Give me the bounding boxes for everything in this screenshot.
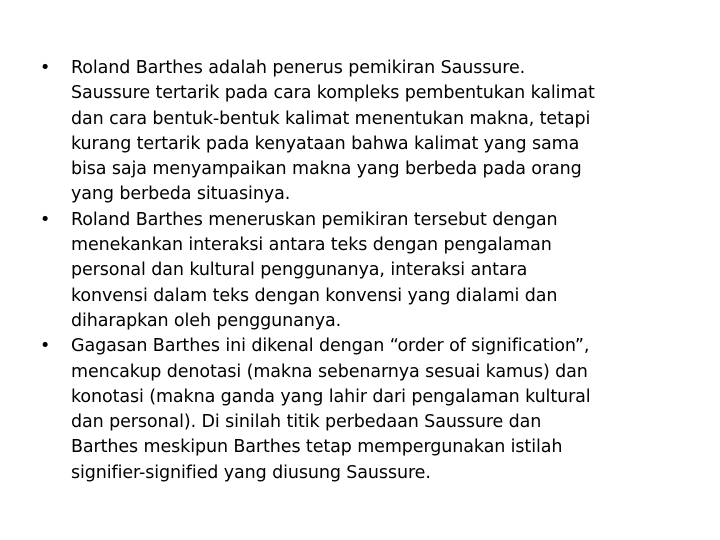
bullet-item-2 bbox=[40, 208, 696, 334]
bullet-list bbox=[40, 56, 696, 486]
bullet-line: personal dan kultural penggunanya, interaksi antara bbox=[71, 260, 528, 281]
bullet-item-1 bbox=[40, 56, 696, 208]
bullet-line: Barthes meskipun Barthes tetap mempergunakan istilah bbox=[71, 437, 563, 458]
bullet-line: Saussure tertarik pada cara kompleks pembentukan kalimat bbox=[71, 83, 595, 104]
bullet-line: bisa saja menyampaikan makna yang berbeda pada orang bbox=[71, 159, 582, 180]
bullet-line: dan cara bentuk-bentuk kalimat menentukan makna, tetapi bbox=[71, 108, 591, 129]
bullet-line: Roland Barthes meneruskan pemikiran tersebut dengan bbox=[71, 209, 558, 230]
bullet-line: diharapkan oleh penggunanya. bbox=[71, 310, 342, 331]
bullet-line: Gagasan Barthes ini dikenal dengan “order of signification”, bbox=[71, 336, 590, 357]
bullet-line: menekankan interaksi antara teks dengan pengalaman bbox=[71, 235, 552, 256]
bullet-dot: • bbox=[40, 336, 51, 357]
bullet-dot: • bbox=[40, 209, 51, 230]
bullet-item-3 bbox=[40, 334, 696, 486]
bullet-dot: • bbox=[40, 58, 51, 78]
bullet-line: konotasi (makna ganda yang lahir dari pengalaman kultural bbox=[71, 386, 591, 407]
bullet-line: dan personal). Di sinilah titik perbedaan Saussure dan bbox=[71, 412, 542, 433]
bullet-line: konvensi dalam teks dengan konvensi yang dialami dan bbox=[71, 285, 558, 306]
bullet-line: kurang tertarik pada kenyataan bahwa kalimat yang sama bbox=[71, 133, 580, 154]
bullet-line: mencakup denotasi (makna sebenarnya sesuai kamus) dan bbox=[71, 361, 588, 382]
bullet-line: yang berbeda situasinya. bbox=[71, 184, 291, 205]
bullet-line: signifier-signified yang diusung Saussure. bbox=[71, 462, 431, 483]
bullet-line: Roland Barthes adalah penerus pemikiran Saussure. bbox=[71, 58, 526, 78]
